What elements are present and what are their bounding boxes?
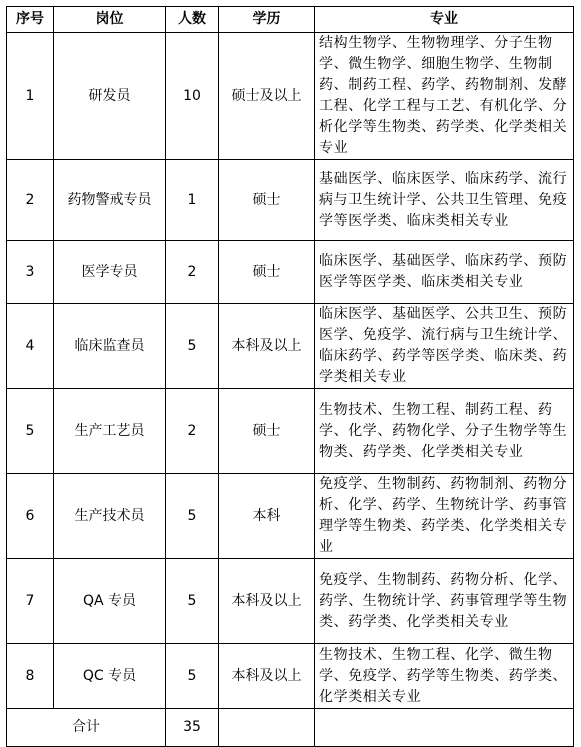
cell-position: 生产工艺员	[54, 389, 166, 474]
cell-position: 临床监查员	[54, 304, 166, 389]
cell-count: 5	[166, 474, 219, 559]
cell-count: 5	[166, 559, 219, 644]
cell-position: 药物警戒专员	[54, 160, 166, 241]
cell-seq: 2	[7, 160, 54, 241]
cell-major: 基础医学、临床医学、临床药学、流行病与卫生统计学、公共卫生管理、免疫学等医学类、临床类相关专业	[315, 160, 574, 241]
cell-education: 硕士	[219, 389, 315, 474]
table-row	[7, 33, 574, 160]
cell-major: 生物技术、生物工程、制药工程、药学、化学、药物化学、分子生物学等生物类、药学类、化学类相关专业	[315, 389, 574, 474]
total-label: 合计	[7, 709, 166, 747]
total-count: 35	[166, 709, 219, 747]
cell-major: 免疫学、生物制药、药物分析、化学、药学、生物统计学、药事管理学等生物类、药学类、化学类相关专业	[315, 559, 574, 644]
cell-seq: 7	[7, 559, 54, 644]
cell-count: 10	[166, 33, 219, 160]
cell-major: 生物技术、生物工程、化学、微生物学、免疫学、药学等生物类、药学类、化学类相关专业	[315, 644, 574, 709]
cell-position: QA 专员	[54, 559, 166, 644]
cell-education: 硕士及以上	[219, 33, 315, 160]
recruitment-table-container	[6, 6, 574, 747]
header-education: 学历	[219, 7, 315, 33]
total-education-empty	[219, 709, 315, 747]
cell-count: 5	[166, 304, 219, 389]
cell-education: 硕士	[219, 241, 315, 304]
total-major-empty	[315, 709, 574, 747]
cell-seq: 6	[7, 474, 54, 559]
cell-seq: 8	[7, 644, 54, 709]
table-row	[7, 644, 574, 709]
cell-count: 2	[166, 389, 219, 474]
cell-position: 医学专员	[54, 241, 166, 304]
header-count: 人数	[166, 7, 219, 33]
header-major: 专业	[315, 7, 574, 33]
table-row	[7, 389, 574, 474]
cell-position: 生产技术员	[54, 474, 166, 559]
cell-seq: 1	[7, 33, 54, 160]
cell-count: 5	[166, 644, 219, 709]
cell-major: 结构生物学、生物物理学、分子生物学、微生物学、细胞生物学、生物制药、制药工程、药学、药物制剂、发酵工程、化学工程与工艺、有机化学、分析化学等生物类、药学类、化学类相关专业	[315, 33, 574, 160]
total-row	[7, 709, 574, 747]
table-row	[7, 304, 574, 389]
cell-position: 研发员	[54, 33, 166, 160]
cell-seq: 3	[7, 241, 54, 304]
cell-major: 免疫学、生物制药、药物制剂、药物分析、化学、药学、生物统计学、药事管理学等生物类、药学类、化学类相关专业	[315, 474, 574, 559]
cell-education: 本科及以上	[219, 644, 315, 709]
table-row	[7, 160, 574, 241]
cell-count: 1	[166, 160, 219, 241]
cell-major: 临床医学、基础医学、临床药学、预防医学等医学类、临床类相关专业	[315, 241, 574, 304]
cell-major: 临床医学、基础医学、公共卫生、预防医学、免疫学、流行病与卫生统计学、临床药学、药学等医学类、临床类、药学类相关专业	[315, 304, 574, 389]
cell-seq: 4	[7, 304, 54, 389]
cell-education: 本科及以上	[219, 559, 315, 644]
recruitment-table	[6, 6, 574, 747]
table-row	[7, 559, 574, 644]
cell-seq: 5	[7, 389, 54, 474]
table-row	[7, 241, 574, 304]
cell-count: 2	[166, 241, 219, 304]
header-row	[7, 7, 574, 33]
table-row	[7, 474, 574, 559]
cell-education: 硕士	[219, 160, 315, 241]
header-position: 岗位	[54, 7, 166, 33]
cell-education: 本科	[219, 474, 315, 559]
header-seq: 序号	[7, 7, 54, 33]
cell-education: 本科及以上	[219, 304, 315, 389]
cell-position: QC 专员	[54, 644, 166, 709]
